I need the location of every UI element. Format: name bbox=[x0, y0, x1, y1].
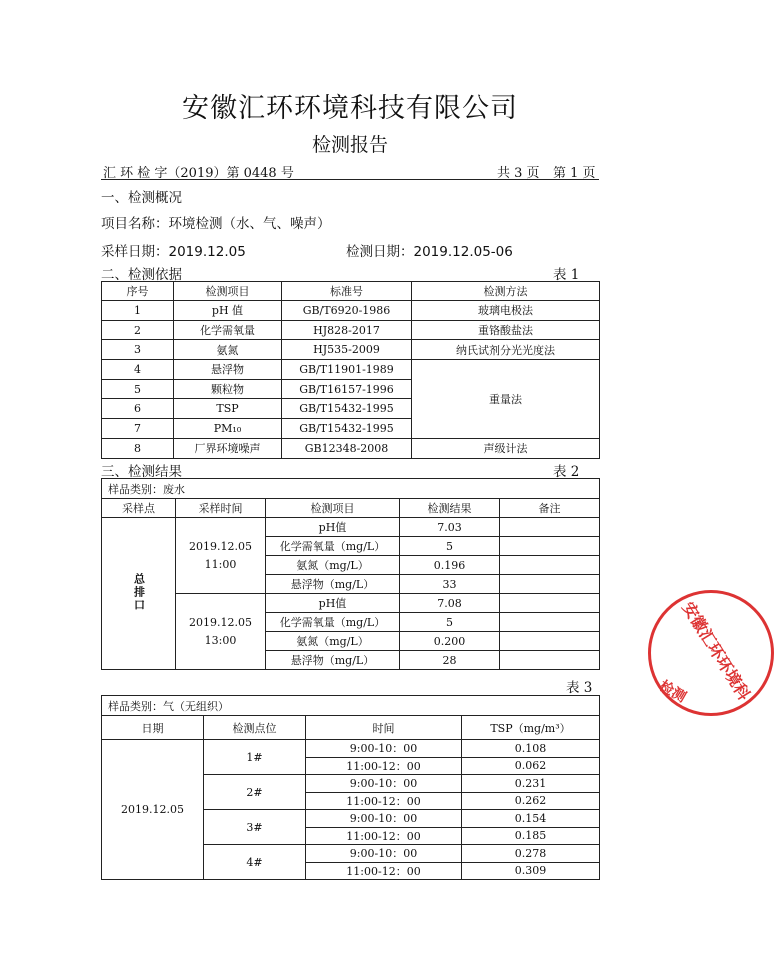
air-point: 4# bbox=[204, 845, 306, 880]
basis-method-merged: 重量法 bbox=[412, 360, 600, 439]
water-header-result: 检测结果 bbox=[400, 499, 500, 518]
basis-standard: HJ828-2017 bbox=[282, 320, 412, 340]
basis-no: 8 bbox=[102, 438, 174, 458]
basis-item: 氨氮 bbox=[174, 340, 282, 360]
basis-row bbox=[102, 438, 600, 458]
basis-standard: GB/T15432-1995 bbox=[282, 419, 412, 439]
water-item: 氨氮（mg/L） bbox=[266, 556, 400, 575]
testing-date-label: 检测日期： bbox=[346, 244, 414, 260]
basis-item: 化学需氧量 bbox=[174, 320, 282, 340]
basis-header-no: 序号 bbox=[102, 282, 174, 301]
air-tsp: 0.278 bbox=[462, 845, 600, 863]
sampling-time-date: 2019.12.05 bbox=[189, 539, 252, 553]
air-point: 2# bbox=[204, 775, 306, 810]
company-seal bbox=[648, 590, 774, 716]
basis-standard: GB/T16157-1996 bbox=[282, 379, 412, 399]
sampling-point: 总排口 bbox=[132, 572, 146, 612]
basis-method: 纳氏试剂分光光度法 bbox=[412, 340, 600, 360]
air-time: 11:00-12：00 bbox=[306, 792, 462, 810]
basis-header-row bbox=[102, 282, 600, 301]
air-header-row bbox=[102, 716, 600, 740]
water-header-row bbox=[102, 499, 600, 518]
sampling-time-cell bbox=[176, 518, 266, 594]
basis-no: 1 bbox=[102, 301, 174, 321]
air-tsp: 0.154 bbox=[462, 810, 600, 828]
air-date: 2019.12.05 bbox=[102, 740, 204, 880]
basis-item: PM₁₀ bbox=[174, 419, 282, 439]
water-remark bbox=[500, 537, 600, 556]
table-2-label: 表 2 bbox=[553, 464, 580, 480]
water-remark bbox=[500, 613, 600, 632]
sampling-time-clock: 13:00 bbox=[204, 633, 237, 647]
basis-header-item: 检测项目 bbox=[174, 282, 282, 301]
water-value: 0.196 bbox=[400, 556, 500, 575]
section-basis-heading: 二、检测依据 bbox=[101, 267, 182, 283]
water-remark bbox=[500, 632, 600, 651]
header-rule bbox=[101, 179, 599, 180]
water-value: 5 bbox=[400, 613, 500, 632]
table-3-label: 表 3 bbox=[566, 680, 593, 696]
water-remark bbox=[500, 575, 600, 594]
basis-row bbox=[102, 360, 600, 380]
basis-no: 3 bbox=[102, 340, 174, 360]
water-remark bbox=[500, 556, 600, 575]
air-time: 11:00-12：00 bbox=[306, 862, 462, 880]
seal-subtext: 检测 bbox=[656, 677, 689, 706]
air-header-point: 检测点位 bbox=[204, 716, 306, 740]
sampling-date-label: 采样日期： bbox=[101, 244, 169, 260]
air-time: 11:00-12：00 bbox=[306, 827, 462, 845]
basis-standard: GB/T6920-1986 bbox=[282, 301, 412, 321]
water-sample-type-row bbox=[102, 479, 600, 499]
basis-row bbox=[102, 301, 600, 321]
water-sample-type: 样品类别：废水 bbox=[102, 479, 600, 499]
water-header-point: 采样点 bbox=[102, 499, 176, 518]
air-results-table bbox=[101, 695, 600, 880]
water-value: 5 bbox=[400, 537, 500, 556]
water-value: 28 bbox=[400, 651, 500, 670]
basis-header-standard: 标准号 bbox=[282, 282, 412, 301]
water-row bbox=[102, 518, 600, 537]
sampling-time-date: 2019.12.05 bbox=[189, 615, 252, 629]
water-item: 化学需氧量（mg/L） bbox=[266, 537, 400, 556]
basis-header-method: 检测方法 bbox=[412, 282, 600, 301]
page-number: 第 1 页 bbox=[553, 166, 596, 181]
air-tsp: 0.231 bbox=[462, 775, 600, 793]
air-row bbox=[102, 740, 600, 758]
air-sample-type-row bbox=[102, 696, 600, 716]
water-remark bbox=[500, 651, 600, 670]
basis-table bbox=[101, 281, 600, 459]
air-sample-type: 样品类别：气（无组织） bbox=[102, 696, 600, 716]
basis-item: TSP bbox=[174, 399, 282, 419]
air-header-tsp: TSP（mg/m³） bbox=[462, 716, 600, 740]
air-time: 9:00-10：00 bbox=[306, 740, 462, 758]
water-remark bbox=[500, 594, 600, 613]
water-item: pH值 bbox=[266, 594, 400, 613]
air-tsp: 0.262 bbox=[462, 792, 600, 810]
basis-no: 6 bbox=[102, 399, 174, 419]
water-header-remark: 备注 bbox=[500, 499, 600, 518]
air-tsp: 0.062 bbox=[462, 757, 600, 775]
testing-date-row bbox=[346, 240, 513, 260]
water-item: pH值 bbox=[266, 518, 400, 537]
air-time: 11:00-12：00 bbox=[306, 757, 462, 775]
air-point: 1# bbox=[204, 740, 306, 775]
water-header-item: 检测项目 bbox=[266, 499, 400, 518]
sampling-date-row bbox=[101, 240, 246, 260]
company-name: 安徽汇环环境科技有限公司 bbox=[182, 93, 518, 124]
report-number: 汇 环 检 字（2019）第 0448 号 bbox=[103, 166, 294, 181]
total-pages: 共 3 页 bbox=[497, 166, 540, 181]
water-row bbox=[102, 594, 600, 613]
testing-date-value: 2019.12.05-06 bbox=[413, 244, 513, 260]
basis-item: 颗粒物 bbox=[174, 379, 282, 399]
basis-item: pH 值 bbox=[174, 301, 282, 321]
basis-no: 4 bbox=[102, 360, 174, 380]
sampling-date-value: 2019.12.05 bbox=[168, 244, 246, 260]
basis-item: 悬浮物 bbox=[174, 360, 282, 380]
air-time: 9:00-10：00 bbox=[306, 775, 462, 793]
section-overview-heading: 一、检测概况 bbox=[101, 190, 182, 206]
basis-method: 声级计法 bbox=[412, 438, 600, 458]
project-name-row bbox=[101, 212, 331, 232]
project-value: 环境检测（水、气、噪声） bbox=[168, 216, 331, 232]
basis-standard: GB/T15432-1995 bbox=[282, 399, 412, 419]
basis-no: 7 bbox=[102, 419, 174, 439]
table-1-label: 表 1 bbox=[553, 267, 580, 283]
basis-item: 厂界环境噪声 bbox=[174, 438, 282, 458]
water-item: 悬浮物（mg/L） bbox=[266, 651, 400, 670]
section-results-heading: 三、检测结果 bbox=[101, 464, 182, 480]
report-title: 检测报告 bbox=[311, 134, 388, 156]
water-item: 化学需氧量（mg/L） bbox=[266, 613, 400, 632]
air-header-time: 时间 bbox=[306, 716, 462, 740]
basis-method: 重铬酸盐法 bbox=[412, 320, 600, 340]
sampling-time-cell bbox=[176, 594, 266, 670]
air-tsp: 0.108 bbox=[462, 740, 600, 758]
basis-row bbox=[102, 320, 600, 340]
sampling-point-cell bbox=[102, 518, 176, 670]
basis-no: 5 bbox=[102, 379, 174, 399]
basis-row bbox=[102, 340, 600, 360]
air-header-date: 日期 bbox=[102, 716, 204, 740]
basis-no: 2 bbox=[102, 320, 174, 340]
water-value: 33 bbox=[400, 575, 500, 594]
seal-text: 安徽汇环环境科 bbox=[678, 598, 754, 704]
basis-standard: GB/T11901-1989 bbox=[282, 360, 412, 380]
water-results-table bbox=[101, 478, 600, 670]
air-time: 9:00-10：00 bbox=[306, 810, 462, 828]
water-value: 7.03 bbox=[400, 518, 500, 537]
water-remark bbox=[500, 518, 600, 537]
air-tsp: 0.309 bbox=[462, 862, 600, 880]
water-header-time: 采样时间 bbox=[176, 499, 266, 518]
basis-standard: HJ535-2009 bbox=[282, 340, 412, 360]
air-tsp: 0.185 bbox=[462, 827, 600, 845]
basis-method: 玻璃电极法 bbox=[412, 301, 600, 321]
project-label: 项目名称： bbox=[101, 216, 169, 232]
basis-standard: GB12348-2008 bbox=[282, 438, 412, 458]
water-item: 氨氮（mg/L） bbox=[266, 632, 400, 651]
air-point: 3# bbox=[204, 810, 306, 845]
water-value: 0.200 bbox=[400, 632, 500, 651]
water-value: 7.08 bbox=[400, 594, 500, 613]
sampling-time-clock: 11:00 bbox=[204, 557, 237, 571]
air-time: 9:00-10：00 bbox=[306, 845, 462, 863]
water-item: 悬浮物（mg/L） bbox=[266, 575, 400, 594]
